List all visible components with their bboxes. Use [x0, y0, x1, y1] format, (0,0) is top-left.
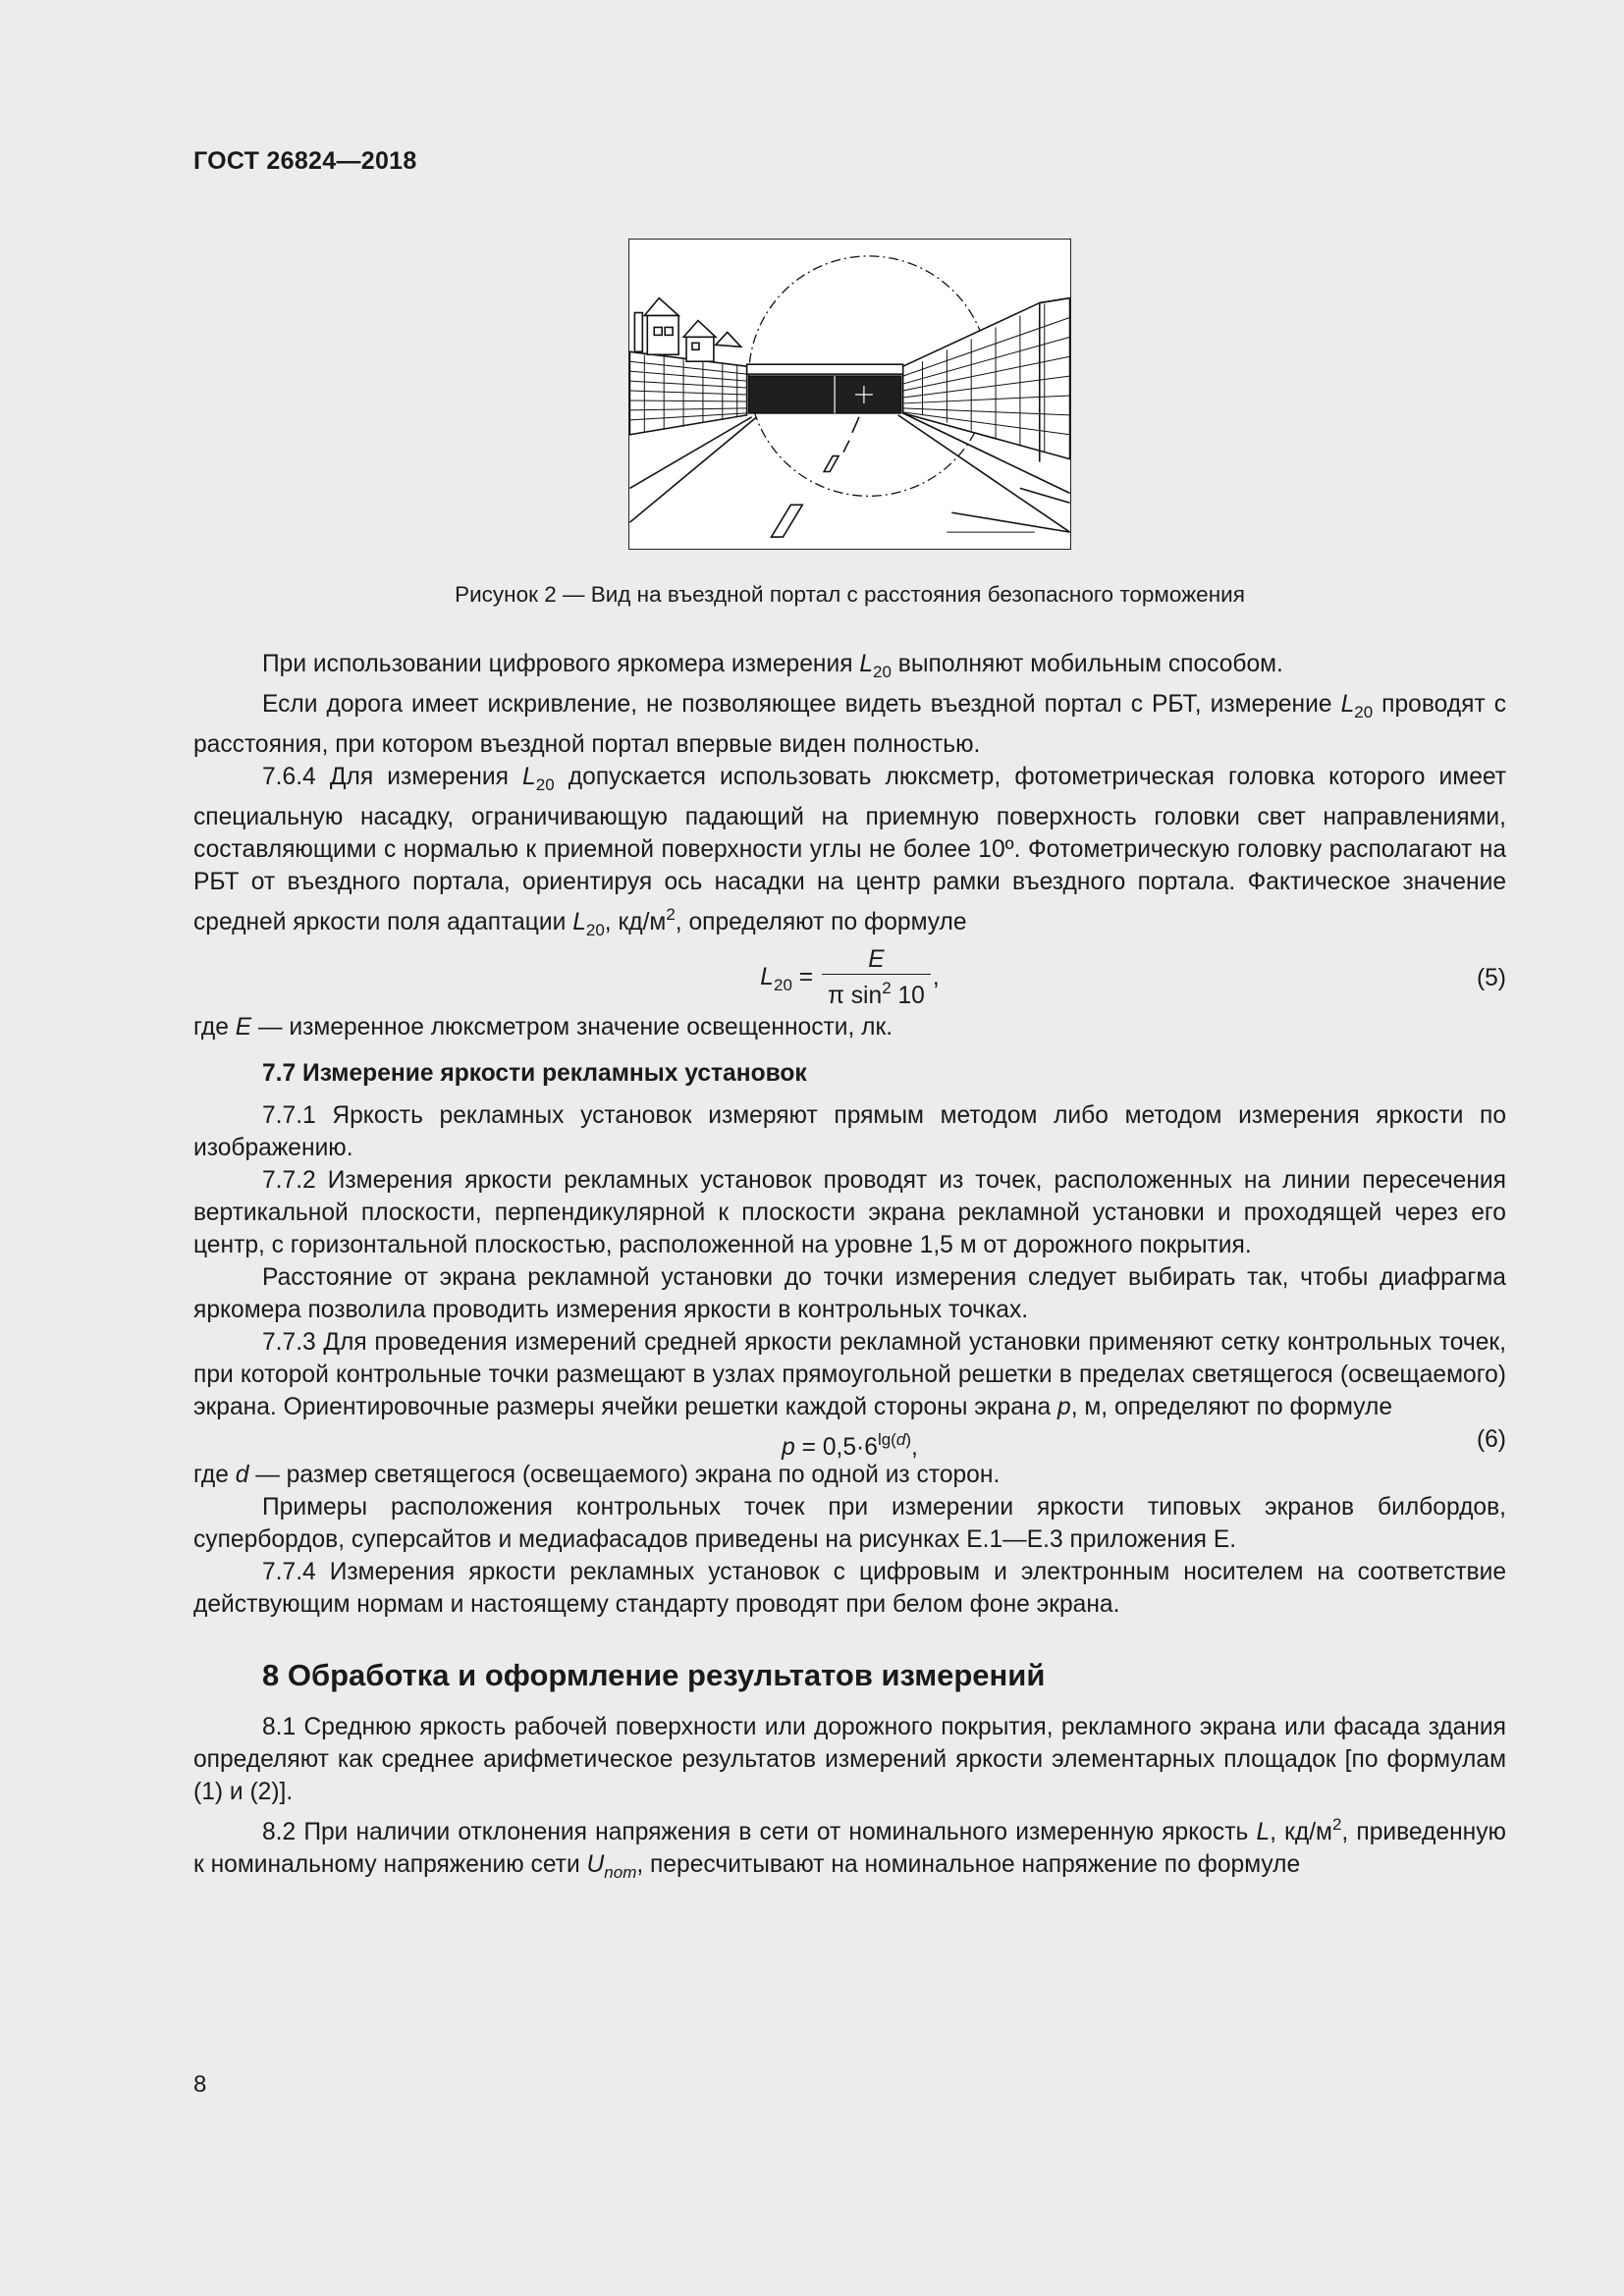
formula-6: [193, 1423, 1506, 1459]
variable-l: L: [572, 909, 586, 935]
variable-l: L: [859, 651, 874, 677]
text-run: допускается использовать люксметр, фотометрическая головка которого имеет специальную насадку, ограничивающую падающий на приемную поверхность головки свет направлениями, составляющими с нормалью к приемной поверхности углы не более 10º. Фотометрическую головку располагают на РБТ от въездного портала, ориентируя ось насадки на центр рамки въездного портала. Фактическое значение средней яркости поля адаптации: [193, 764, 1506, 935]
paragraph-7-7-2: 7.7.2 Измерения яркости рекламных установок проводят из точек, расположенных на линии пересечения вертикальной плоскости, перпендикулярной к плоскости экрана рекламной установки и проходящей через его центр, с горизонтальной плоскостью, расположенной на уровне 1,5 м от дорожного покрытия.: [193, 1167, 1506, 1258]
exponent: [878, 1430, 911, 1449]
paragraph-8-1: 8.1 Среднюю яркость рабочей поверхности или дорожного покрытия, рекламного экрана или фасада здания определяют как среднее арифметическое результатов измерений яркости элементарных площадок [по формулам (1) и (2)].: [193, 1714, 1506, 1805]
subscript: nom: [604, 1863, 637, 1882]
section-heading-8: 8 Обработка и оформление результатов измерений: [262, 1658, 1046, 1692]
text-run: , приведенную к номинальному напряжению сети: [193, 1819, 1506, 1878]
subscript: 20: [535, 775, 555, 794]
text-run: ,: [910, 1434, 918, 1461]
variable-l: L: [1340, 691, 1355, 718]
text-run: , м, определяют по формуле: [1070, 1394, 1393, 1420]
variable-p: p: [782, 1434, 795, 1461]
paragraph-where-e: [193, 1011, 1506, 1043]
text-run: проводят с расстояния, при котором въездной портал впервые виден полностью.: [193, 691, 1507, 758]
equals-sign: =: [791, 964, 820, 990]
text-run: Если дорога имеет искривление, не позволяющее видеть въездной портал с РБТ, измерение: [262, 691, 1341, 718]
variable-l: L: [760, 964, 774, 990]
variable-l: L: [1256, 1819, 1271, 1845]
text-run: 7.7.3 Для проведения измерений средней яркости рекламной установки применяют сетку контрольных точек, при которой контрольные точки размещают в узлах прямоугольной решетки в пределах светящегося (освещаемого) экрана. Ориентировочные размеры ячейки решетки каждой стороны экрана: [193, 1329, 1506, 1420]
text-run: — измеренное люксметром значение освещенности, лк.: [251, 1014, 893, 1041]
paragraph-distance: Расстояние от экрана рекламной установки до точки измерения следует выбирать так, чтобы диафрагма яркомера позволила проводить измерения яркости в контрольных точках.: [193, 1264, 1506, 1323]
paragraph-road-curvature: [193, 688, 1506, 761]
page-number: 8: [193, 2071, 207, 2098]
variable-u: U: [586, 1851, 605, 1878]
variable-d: d: [895, 1430, 906, 1449]
superscript: 2: [666, 905, 676, 924]
paragraph-7-7-3: [193, 1326, 1506, 1423]
text-run: При использовании цифрового яркомера измерения: [262, 651, 860, 677]
text-run: 7.6.4 Для измерения: [262, 764, 523, 790]
paragraph-7-7-4: 7.7.4 Измерения яркости рекламных установок с цифровым и электронным носителем на соответствие действующим нормам и настоящему стандарту проводят при белом фоне экрана.: [193, 1559, 1506, 1618]
section-heading-7-7: 7.7 Измерение яркости рекламных установок: [262, 1060, 807, 1087]
variable-p: p: [1057, 1394, 1071, 1420]
formula-number: (5): [1476, 965, 1506, 991]
text-run: , определяют по формуле: [675, 909, 967, 935]
variable-l: L: [522, 764, 536, 790]
paragraph-examples: Примеры расположения контрольных точек при измерении яркости типовых экранов билбордов, супербордов, суперсайтов и медиафасадов приведены на рисунках Е.1—Е.3 приложения Е.: [193, 1494, 1506, 1553]
text-run: где: [193, 1462, 236, 1488]
formula-number: (6): [1476, 1426, 1506, 1453]
denominator: [822, 975, 931, 1010]
text-run: , пересчитывают на номинальное напряжение по формуле: [636, 1851, 1301, 1878]
subscript: 20: [585, 921, 605, 939]
document-header: ГОСТ 26824—2018: [193, 147, 417, 175]
paragraph-digital-meter: [193, 648, 1506, 688]
text-run: , кд/м: [1270, 1819, 1332, 1845]
text-run: где: [193, 1014, 236, 1041]
text-run: выполняют мобильным способом.: [891, 651, 1283, 677]
numerator: E: [822, 946, 931, 975]
formula-5: [193, 946, 1506, 1011]
text-run: — размер светящегося (освещаемого) экрана по одной из сторон.: [248, 1462, 1001, 1488]
text-run: lg(: [877, 1430, 896, 1449]
variable-d: d: [235, 1462, 249, 1488]
text-run: 8.2 При наличии отклонения напряжения в сети от номинального измеренную яркость: [262, 1819, 1257, 1845]
text-run: ): [905, 1430, 911, 1449]
text-run: = 0,5·6: [794, 1434, 878, 1461]
text-run: ,: [932, 964, 940, 990]
paragraph-7-6-4: [193, 761, 1506, 946]
subscript: 20: [1354, 703, 1374, 721]
text-run: , кд/м: [604, 909, 667, 935]
figure-caption: Рисунок 2 — Вид на въездной портал с расстояния безопасного торможения: [455, 582, 1245, 607]
text-run: 10: [891, 983, 925, 1009]
paragraph-7-7-1: 7.7.1 Яркость рекламных установок измеряют прямым методом либо методом измерения яркости по изображению.: [193, 1102, 1506, 1161]
variable-e: E: [235, 1014, 252, 1041]
subscript: 20: [873, 663, 892, 681]
text-run: π sin: [827, 983, 883, 1009]
superscript: 2: [1331, 1815, 1342, 1834]
fraction: [822, 946, 931, 1010]
paragraph-8-2: [193, 1808, 1506, 1889]
body-text-block: [193, 648, 1506, 1889]
subscript: 20: [773, 976, 792, 994]
tunnel-portal-illustration: [629, 240, 1070, 549]
tunnel-portal-figure: [628, 239, 1071, 550]
superscript: 2: [882, 979, 892, 997]
